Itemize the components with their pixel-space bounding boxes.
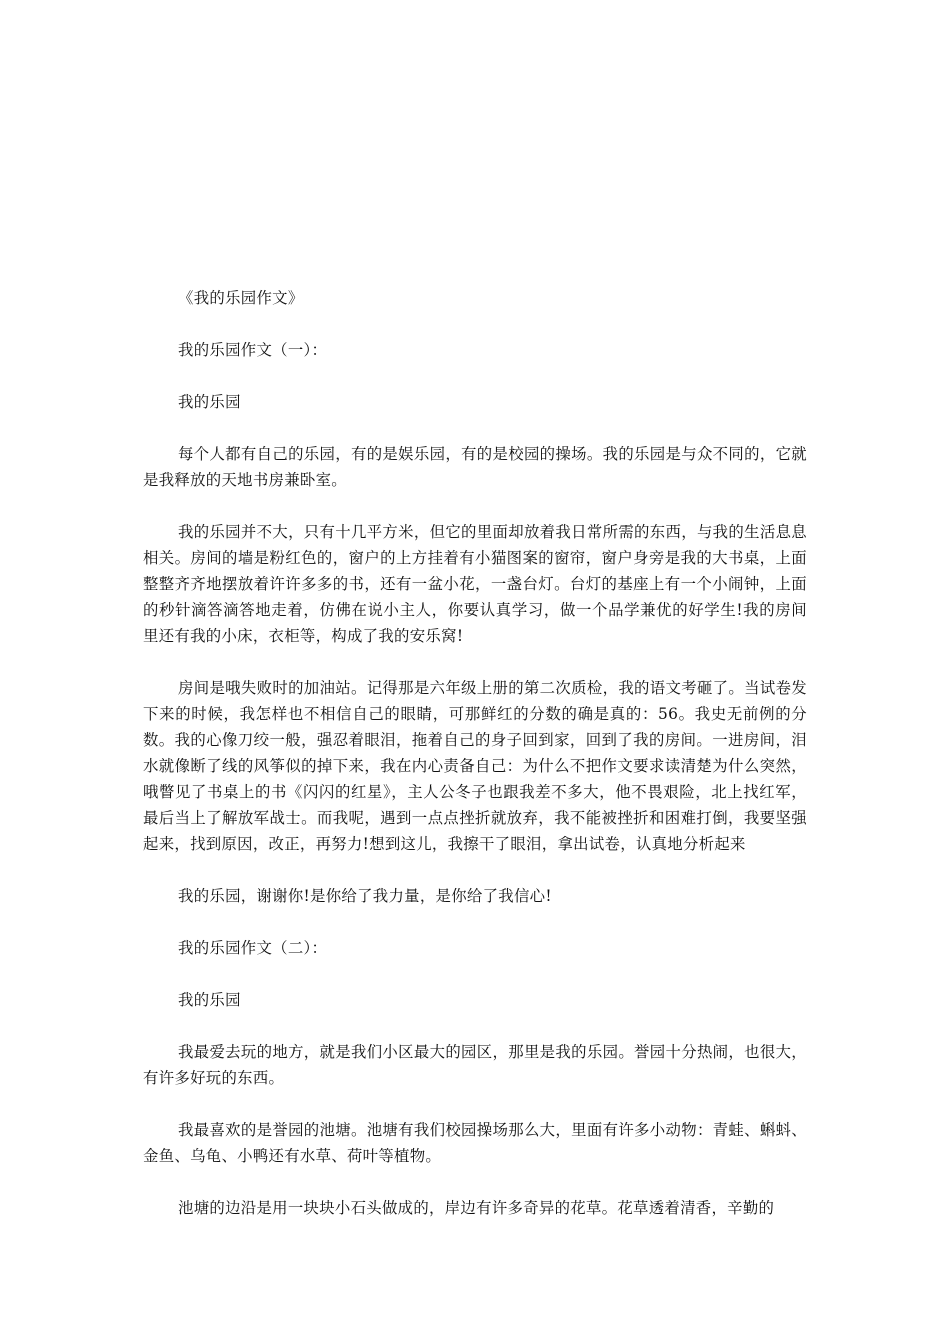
essay-title: 我的乐园 xyxy=(178,991,241,1009)
paragraph: 我的乐园，谢谢你!是你给了我力量，是你给了我信心! xyxy=(178,887,552,905)
paragraph: 我最爱去玩的地方，就是我们小区最大的园区，那里是我的乐园。誉园十分热闹，也很大，有许多好玩的东西。 xyxy=(143,1043,807,1087)
essay-title: 我的乐园 xyxy=(178,393,241,411)
paragraph: 每个人都有自己的乐园，有的是娱乐园，有的是校园的操场。我的乐园是与众不同的，它就是我释放的天地书房兼卧室。 xyxy=(143,445,807,489)
paragraph: 我最喜欢的是誉园的池塘。池塘有我们校园操场那么大，里面有许多小动物：青蛙、蝌蚪、金鱼、乌龟、小鸭还有水草、荷叶等植物。 xyxy=(143,1121,807,1165)
section-heading: 我的乐园作文（一）： xyxy=(178,341,328,359)
document-title: 《我的乐园作文》 xyxy=(178,289,304,307)
paragraph: 我的乐园并不大，只有十几平方米，但它的里面却放着我日常所需的东西，与我的生活息息相关。房间的墙是粉红色的，窗户的上方挂着有小猫图案的窗帘，窗户身旁是我的大书桌，上面整整齐齐地摆放着许许多多的书，还有一盆小花，一盏台灯。台灯的基座上有一个小闹钟，上面的秒针滴答滴答地走着，仿佛在说小主人，你要认真学习，做一个品学兼优的好学生!我的房间里还有我的小床，衣柜等，构成了我的安乐窝! xyxy=(143,523,807,645)
section-heading: 我的乐园作文（二）： xyxy=(178,939,328,957)
document-body xyxy=(143,285,807,1247)
paragraph: 池塘的边沿是用一块块小石头做成的，岸边有许多奇异的花草。花草透着清香，辛勤的 xyxy=(178,1199,775,1217)
paragraph: 房间是哦失败时的加油站。记得那是六年级上册的第二次质检，我的语文考砸了。当试卷发下来的时候，我怎样也不相信自己的眼睛，可那鲜红的分数的确是真的：56。我史无前例的分数。我的心像刀绞一般，强忍着眼泪，拖着自己的身子回到家，回到了我的房间。一进房间，泪水就像断了线的风筝似的掉下来，我在内心责备自己：为什么不把作文要求读清楚为什么突然，哦瞥见了书桌上的书《闪闪的红星》，主人公冬子也跟我差不多大，他不畏艰险，北上找红军，最后当上了解放军战士。而我呢，遇到一点点挫折就放弃，我不能被挫折和困难打倒，我要坚强起来，找到原因，改正，再努力!想到这儿，我擦干了眼泪，拿出试卷，认真地分析起来 xyxy=(143,679,807,853)
